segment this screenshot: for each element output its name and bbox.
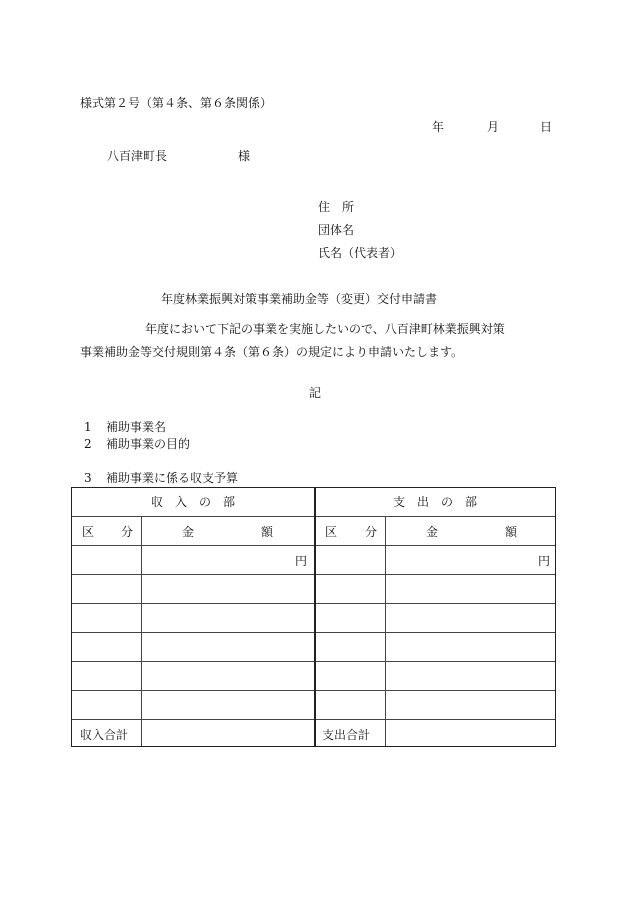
body-line-2: 事業補助金等交付規則第４条（第６条）の規定により申請いたします。 bbox=[80, 345, 464, 359]
item-label-2: 補助事業の目的 bbox=[106, 437, 191, 451]
income-category-header-b: 分 bbox=[121, 525, 134, 539]
income-section-header: 収 入 の 部 bbox=[150, 495, 236, 509]
expense-category-header-b: 分 bbox=[365, 525, 378, 539]
document-title: 年度林業振興対策事業補助金等（変更）交付申請書 bbox=[161, 292, 438, 306]
income-yen-unit: 円 bbox=[295, 554, 308, 568]
expense-amount-header-b: 額 bbox=[505, 525, 518, 539]
income-total-label: 収入合計 bbox=[80, 728, 129, 742]
income-amount-header-a: 金 bbox=[182, 525, 195, 539]
date-day: 日 bbox=[540, 120, 553, 134]
income-category-header-a: 区 bbox=[82, 525, 95, 539]
expense-category-header-a: 区 bbox=[325, 525, 338, 539]
applicant-address: 住 所 bbox=[318, 200, 355, 214]
date-month: 月 bbox=[487, 120, 500, 134]
date-year: 年 bbox=[432, 120, 445, 134]
table-divider bbox=[385, 516, 386, 746]
body-line-1: 年度において下記の事業を実施したいので、八百津町林業振興対策 bbox=[145, 322, 505, 336]
addressee-name: 八百津町長 bbox=[107, 149, 168, 163]
table-divider bbox=[141, 516, 142, 746]
addressee-honorific: 様 bbox=[238, 149, 251, 163]
expense-total-label: 支出合計 bbox=[322, 728, 371, 742]
income-amount-header-b: 額 bbox=[261, 525, 274, 539]
item-number-1: 1 bbox=[84, 420, 92, 434]
item-number-3: 3 bbox=[84, 471, 92, 485]
ki-heading: 記 bbox=[309, 386, 322, 400]
item-label-1: 補助事業名 bbox=[106, 420, 167, 434]
budget-table bbox=[71, 487, 556, 747]
applicant-name: 氏名（代表者） bbox=[318, 246, 403, 260]
expense-amount-header-a: 金 bbox=[426, 525, 439, 539]
applicant-organization: 団体名 bbox=[318, 223, 355, 237]
form-label: 様式第２号（第４条、第６条関係） bbox=[80, 96, 273, 110]
expense-section-header: 支 出 の 部 bbox=[392, 495, 478, 509]
item-label-3: 補助事業に係る収支予算 bbox=[106, 471, 239, 485]
expense-yen-unit: 円 bbox=[538, 554, 551, 568]
table-center-divider bbox=[314, 488, 316, 746]
item-number-2: 2 bbox=[84, 437, 92, 451]
